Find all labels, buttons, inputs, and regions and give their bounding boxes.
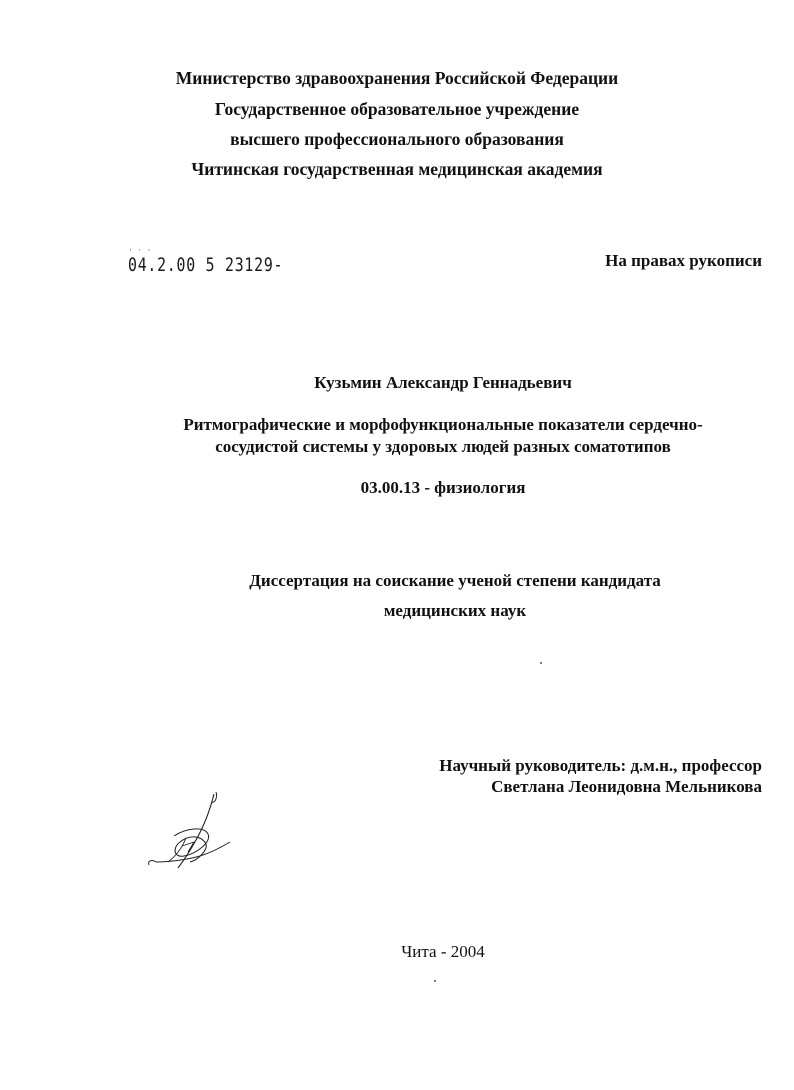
degree-line-1: Диссертация на соискание ученой степени кандидата — [249, 571, 661, 590]
scan-speck — [540, 662, 542, 664]
specialty: 03.00.13 - физиология — [360, 478, 526, 497]
ministry-name: Министерство здравоохранения Российской Федерации — [175, 68, 619, 88]
signature-image — [146, 790, 238, 876]
city-year: Чита - 2004 — [401, 942, 485, 961]
institution-type: Государственное образовательное учреждение — [214, 99, 580, 119]
registration-stamp — [128, 254, 283, 276]
stamp-code: 04.2.00 5 23129 — [128, 254, 274, 276]
stamp-dots: · · · — [129, 245, 153, 255]
degree-line-2: медицинских наук — [383, 601, 527, 620]
scan-speck — [434, 980, 436, 982]
education-level: высшего профессионального образования — [230, 129, 564, 149]
author-name: Кузьмин Александр Геннадьевич — [314, 373, 572, 392]
supervisor-name: Светлана Леонидовна Мельникова — [491, 777, 762, 796]
manuscript-note: На правах рукописи — [605, 251, 762, 270]
supervisor-line-1: Научный руководитель: д.м.н., профессор — [439, 756, 762, 775]
stamp-mark: - — [273, 254, 284, 276]
title-line-2: сосудистой системы у здоровых людей разных соматотипов — [215, 437, 671, 456]
title-line-1: Ритмографические и морфофункциональные показатели сердечно- — [183, 415, 703, 434]
academy-name: Читинская государственная медицинская академия — [191, 159, 603, 179]
